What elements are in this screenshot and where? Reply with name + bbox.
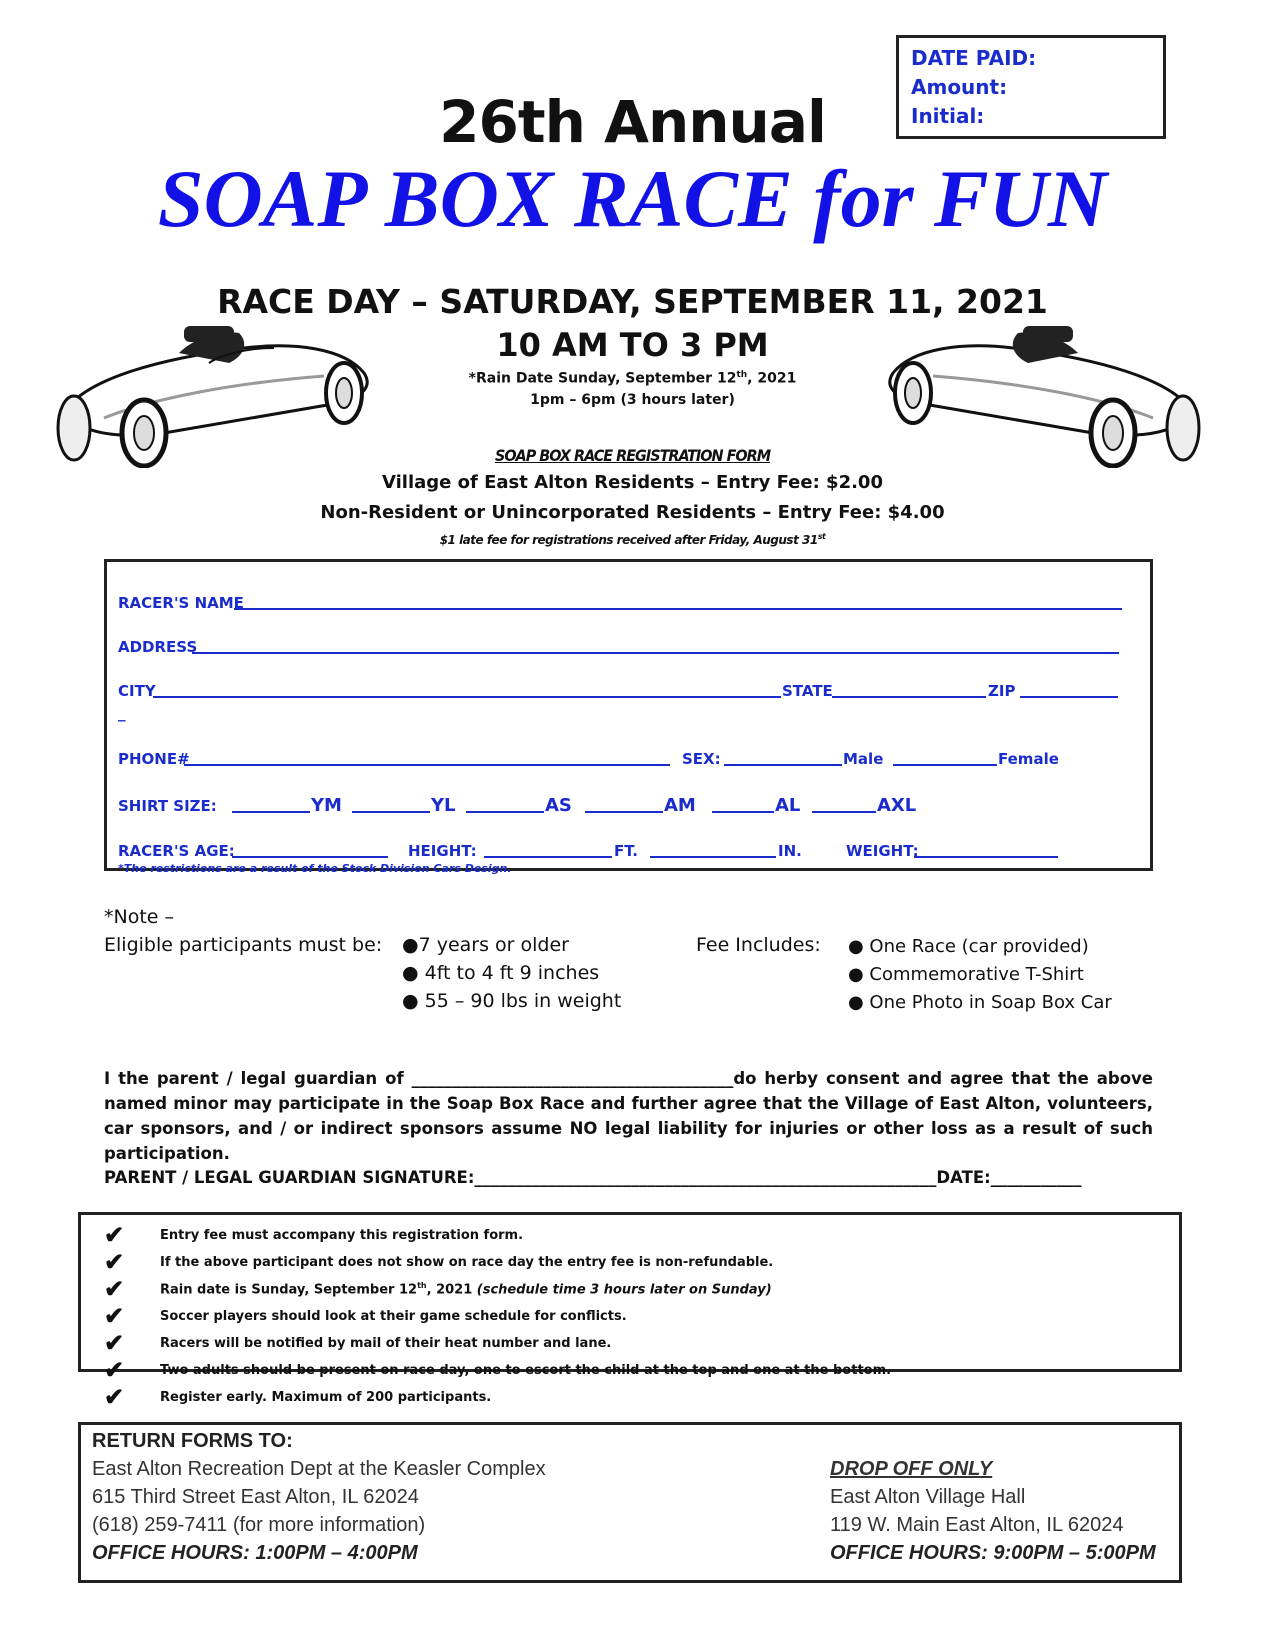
- checklist-item: ✔ Racers will be notified by mail of their heat number and lane.: [104, 1330, 612, 1357]
- phone-label: PHONE#: [118, 750, 190, 768]
- restriction-note: *The restrictions are a result of the Stock Division Cars Design.: [118, 862, 512, 875]
- checklist-item: ✔ Soccer players should look at their game schedule for conflicts.: [104, 1303, 627, 1330]
- race-day: RACE DAY – SATURDAY, SEPTEMBER 11, 2021: [217, 282, 1048, 321]
- shirt-yl-field[interactable]: [352, 811, 430, 813]
- fee-includes-label: Fee Includes:: [696, 934, 821, 956]
- signature-line: PARENT / LEGAL GUARDIAN SIGNATURE:________________________________________________________DATE:___________: [104, 1168, 1082, 1187]
- stray-underscore: _: [118, 704, 126, 722]
- rain-date: *Rain Date Sunday, September 12th, 2021: [468, 370, 797, 387]
- race-time: 10 AM TO 3 PM: [496, 326, 769, 364]
- signature-field[interactable]: ________________________________________________________: [474, 1168, 937, 1187]
- sex-label: SEX:: [682, 750, 721, 768]
- shirt-yl-label: YL: [431, 795, 456, 816]
- height-ft-field[interactable]: [484, 856, 612, 858]
- checkmark-icon: ✔: [104, 1357, 125, 1384]
- shirt-as-label: AS: [545, 795, 572, 816]
- checklist-item: ✔ If the above participant does not show on race day the entry fee is non-refundable.: [104, 1249, 774, 1276]
- racer-age-field[interactable]: [232, 856, 388, 858]
- state-field[interactable]: [832, 696, 986, 698]
- address-field[interactable]: [192, 652, 1119, 654]
- racer-age-label: RACER'S AGE:: [118, 842, 235, 860]
- checkmark-icon: ✔: [104, 1303, 125, 1330]
- registration-form-box: [104, 559, 1153, 871]
- shirt-ym-label: YM: [311, 795, 342, 816]
- zip-field[interactable]: [1020, 696, 1118, 698]
- male-label: Male: [843, 750, 884, 768]
- village-hall-hours: OFFICE HOURS: 9:00PM – 5:00PM: [830, 1542, 1156, 1564]
- checkmark-icon: ✔: [104, 1384, 125, 1411]
- eligible-weight: ● 55 – 90 lbs in weight: [402, 990, 622, 1012]
- rain-time: 1pm – 6pm (3 hours later): [530, 392, 735, 408]
- initial-label: Initial:: [911, 104, 985, 128]
- resident-fee: Village of East Alton Residents – Entry Fee: $2.00: [382, 472, 883, 493]
- height-label: HEIGHT:: [408, 842, 477, 860]
- phone-field[interactable]: [184, 764, 670, 766]
- shirt-al-field[interactable]: [712, 811, 774, 813]
- eligible-age: ●7 years or older: [402, 934, 569, 956]
- address-label: ADDRESS: [118, 638, 198, 656]
- checkmark-icon: ✔: [104, 1249, 125, 1276]
- minor-name-field[interactable]: _______________________________________: [411, 1069, 734, 1088]
- rec-dept-address: 615 Third Street East Alton, IL 62024: [92, 1486, 419, 1508]
- racer-name-field[interactable]: [234, 608, 1122, 610]
- shirt-am-label: AM: [664, 795, 696, 816]
- female-field[interactable]: [893, 764, 997, 766]
- shirt-ym-field[interactable]: [232, 811, 310, 813]
- shirt-al-label: AL: [775, 795, 801, 816]
- weight-label: WEIGHT:: [846, 842, 919, 860]
- non-resident-fee: Non-Resident or Unincorporated Residents – Entry Fee: $4.00: [320, 502, 945, 523]
- checklist-item: ✔ Entry fee must accompany this registration form.: [104, 1222, 524, 1249]
- female-label: Female: [998, 750, 1059, 768]
- rec-dept-phone: (618) 259-7411 (for more information): [92, 1514, 426, 1536]
- shirt-am-field[interactable]: [585, 811, 663, 813]
- in-label: IN.: [778, 842, 802, 860]
- checkmark-icon: ✔: [104, 1222, 125, 1249]
- checklist-item: ✔ Two adults should be present on race day, one to escort the child at the top and one at the bottom.: [104, 1357, 892, 1384]
- annual-heading: 26th Annual: [439, 88, 826, 156]
- rec-dept-name: East Alton Recreation Dept at the Keasler Complex: [92, 1458, 546, 1480]
- state-label: STATE: [782, 682, 833, 700]
- shirt-axl-field[interactable]: [812, 811, 876, 813]
- shirt-as-field[interactable]: [466, 811, 544, 813]
- zip-label: ZIP: [988, 682, 1016, 700]
- amount-label: Amount:: [911, 75, 1008, 99]
- date-field[interactable]: ___________: [990, 1168, 1082, 1187]
- ft-label: FT.: [614, 842, 638, 860]
- rec-dept-hours: OFFICE HOURS: 1:00PM – 4:00PM: [92, 1542, 418, 1564]
- shirt-axl-label: AXL: [877, 795, 917, 816]
- checkmark-icon: ✔: [104, 1276, 125, 1303]
- village-hall-address: 119 W. Main East Alton, IL 62024: [830, 1514, 1124, 1536]
- male-field[interactable]: [724, 764, 842, 766]
- includes-tshirt: ● Commemorative T-Shirt: [848, 964, 1084, 985]
- shirt-size-label: SHIRT SIZE:: [118, 797, 217, 815]
- race-title: SOAP BOX RACE for FUN: [157, 153, 1108, 244]
- height-in-field[interactable]: [650, 856, 776, 858]
- late-fee-note: $1 late fee for registrations received after Friday, August 31st: [439, 532, 826, 547]
- eligible-label: Eligible participants must be:: [104, 934, 383, 956]
- includes-photo: ● One Photo in Soap Box Car: [848, 992, 1112, 1013]
- weight-field[interactable]: [914, 856, 1058, 858]
- checklist-item: ✔ Rain date is Sunday, September 12th, 2021 (schedule time 3 hours later on Sunday): [104, 1276, 772, 1303]
- city-field[interactable]: [153, 696, 781, 698]
- registration-form-title: SOAP BOX RACE REGISTRATION FORM: [494, 446, 771, 465]
- note-heading: *Note –: [104, 906, 175, 928]
- return-heading: RETURN FORMS TO:: [92, 1430, 293, 1452]
- racer-name-label: RACER'S NAME: [118, 594, 244, 612]
- consent-paragraph: I the parent / legal guardian of _______________________________________do herby consent and agree that the above named minor may participate in the Soap Box Race and further agree that the Village of East Alton, volunteers, car sponsors, and / or indirect sponsors assume NO legal liability for injuries or other loss as a result of such participation.: [104, 1069, 1153, 1163]
- checklist-item: ✔ Register early. Maximum of 200 participants.: [104, 1384, 492, 1411]
- date-paid-label: DATE PAID:: [911, 46, 1037, 70]
- checkmark-icon: ✔: [104, 1330, 125, 1357]
- village-hall-name: East Alton Village Hall: [830, 1486, 1026, 1508]
- eligible-height: ● 4ft to 4 ft 9 inches: [402, 962, 600, 984]
- city-label: CITY: [118, 682, 156, 700]
- includes-race: ● One Race (car provided): [848, 936, 1089, 957]
- drop-off-heading: DROP OFF ONLY: [830, 1458, 993, 1480]
